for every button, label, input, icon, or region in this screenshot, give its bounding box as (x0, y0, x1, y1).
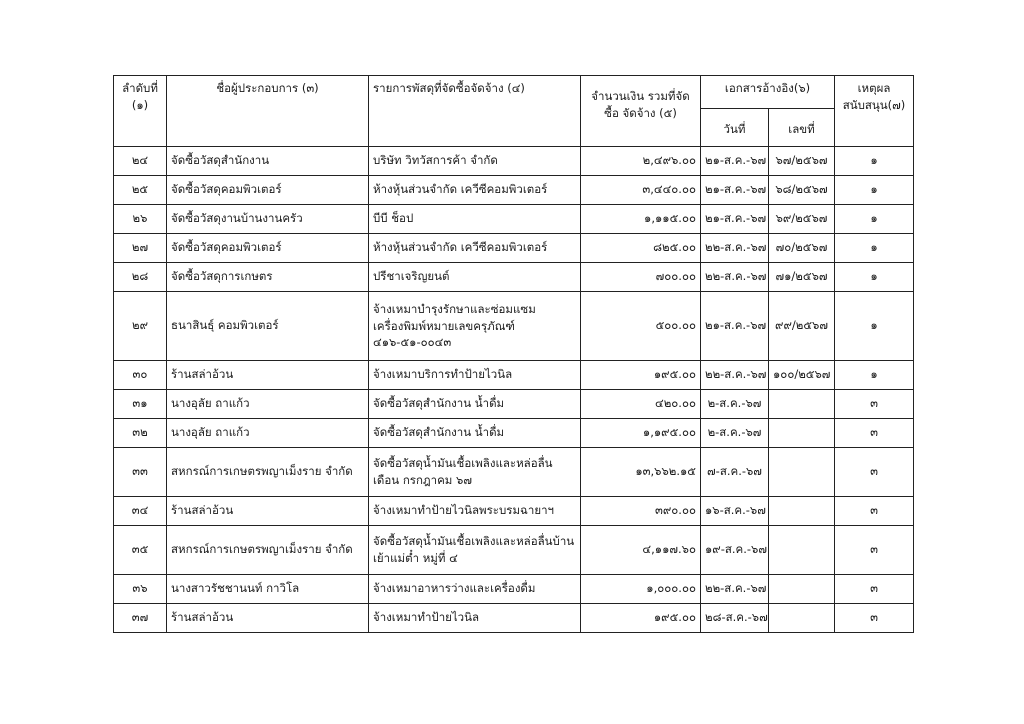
table-row (114, 234, 914, 263)
cell-no: ๓๖ (114, 575, 167, 604)
cell-reason: ๓ (835, 390, 914, 419)
cell-amount: ๑,๐๐๐.๐๐ (581, 575, 701, 604)
cell-doc-no: ๖๙/๒๕๖๗ (769, 205, 835, 234)
table-row (114, 263, 914, 292)
cell-date: ๑๙-ส.ค.-๖๗ (701, 526, 769, 575)
cell-doc-no: ๖๗/๒๕๖๗ (769, 147, 835, 176)
cell-doc-no: ๗๑/๒๕๖๗ (769, 263, 835, 292)
cell-item: ห้างหุ้นส่วนจำกัด เควีซีคอมพิวเตอร์ (369, 176, 581, 205)
cell-no: ๓๑ (114, 390, 167, 419)
cell-item: จ้างเหมาบำรุงรักษาและซ่อมแซมเครื่องพิมพ์หมายเลขครุภัณฑ์ ๔๑๖-๕๑-๐๐๔๓ (369, 292, 581, 361)
table-row (114, 604, 914, 633)
table-row (114, 526, 914, 575)
cell-item: จัดซื้อวัสดุสำนักงาน น้ำดื่ม (369, 390, 581, 419)
cell-amount: ๗๐๐.๐๐ (581, 263, 701, 292)
cell-no: ๓๕ (114, 526, 167, 575)
cell-date: ๗-ส.ค.-๖๗ (701, 448, 769, 497)
cell-vendor: ธนาสินธุ์ คอมพิวเตอร์ (167, 292, 369, 361)
header-amount: จำนวนเงิน รวมที่จัดซื้อ จัดจ้าง (๕) (581, 76, 701, 147)
table-row (114, 497, 914, 526)
cell-item: จ้างเหมาทำป้ายไวนิลพระบรมฉายาฯ (369, 497, 581, 526)
cell-vendor: ร้านสล่าอ้วน (167, 497, 369, 526)
cell-no: ๒๔ (114, 147, 167, 176)
cell-reason: ๑ (835, 234, 914, 263)
cell-no: ๓๒ (114, 419, 167, 448)
cell-reason: ๓ (835, 497, 914, 526)
header-reason: เหตุผลสนับสนุน(๗) (835, 76, 914, 147)
cell-date: ๒๑-ส.ค.-๖๗ (701, 205, 769, 234)
cell-doc-no (769, 419, 835, 448)
cell-amount: ๓,๔๔๐.๐๐ (581, 176, 701, 205)
cell-date: ๒๑-ส.ค.-๖๗ (701, 292, 769, 361)
cell-no: ๓๗ (114, 604, 167, 633)
cell-reason: ๓ (835, 448, 914, 497)
cell-item: จ้างเหมาอาหารว่างและเครื่องดื่ม (369, 575, 581, 604)
cell-no: ๒๗ (114, 234, 167, 263)
cell-amount: ๑,๑๙๕.๐๐ (581, 419, 701, 448)
cell-doc-no (769, 390, 835, 419)
cell-date: ๒-ส.ค.-๖๗ (701, 390, 769, 419)
cell-doc-no (769, 526, 835, 575)
cell-date: ๒๒-ส.ค.-๖๗ (701, 575, 769, 604)
cell-reason: ๑ (835, 361, 914, 390)
cell-amount: ๕๐๐.๐๐ (581, 292, 701, 361)
cell-reason: ๑ (835, 205, 914, 234)
cell-vendor: จัดซื้อวัสดุคอมพิวเตอร์ (167, 176, 369, 205)
cell-doc-no: ๖๘/๒๕๖๗ (769, 176, 835, 205)
header-row (114, 76, 914, 109)
cell-item: จ้างเหมาบริการทำป้ายไวนิล (369, 361, 581, 390)
cell-reason: ๑ (835, 292, 914, 361)
cell-vendor: จัดซื้อวัสดุคอมพิวเตอร์ (167, 234, 369, 263)
cell-vendor: จัดซื้อวัสดุสำนักงาน (167, 147, 369, 176)
cell-reason: ๓ (835, 419, 914, 448)
cell-reason: ๑ (835, 263, 914, 292)
cell-item: ห้างหุ้นส่วนจำกัด เควีซีคอมพิวเตอร์ (369, 234, 581, 263)
cell-reason: ๓ (835, 604, 914, 633)
cell-item: จ้างเหมาทำป้ายไวนิล (369, 604, 581, 633)
cell-doc-no: ๗๐/๒๕๖๗ (769, 234, 835, 263)
cell-vendor: นางสาวรัชชานนท์ กาวิโล (167, 575, 369, 604)
cell-vendor: ร้านสล่าอ้วน (167, 361, 369, 390)
header-vendor: ชื่อผู้ประกอบการ (๓) (167, 76, 369, 147)
cell-item: บริษัท วิทวัสการค้า จำกัด (369, 147, 581, 176)
cell-vendor: นางอุลัย ถาแก้ว (167, 390, 369, 419)
cell-date: ๒๒-ส.ค.-๖๗ (701, 361, 769, 390)
procurement-table (113, 75, 914, 633)
header-date: วันที่ (701, 109, 769, 147)
cell-no: ๒๘ (114, 263, 167, 292)
cell-vendor: จัดซื้อวัสดุการเกษตร (167, 263, 369, 292)
table-row (114, 147, 914, 176)
cell-amount: ๔,๑๑๗.๖๐ (581, 526, 701, 575)
cell-no: ๓๔ (114, 497, 167, 526)
cell-no: ๓๐ (114, 361, 167, 390)
cell-amount: ๑๙๕.๐๐ (581, 604, 701, 633)
table-row (114, 419, 914, 448)
table-row (114, 390, 914, 419)
cell-item: จัดซื้อวัสดุสำนักงาน น้ำดื่ม (369, 419, 581, 448)
header-doc-no: เลขที่ (769, 109, 835, 147)
cell-date: ๒๑-ส.ค.-๖๗ (701, 176, 769, 205)
cell-doc-no: ๑๐๐/๒๕๖๗ (769, 361, 835, 390)
table-row (114, 361, 914, 390)
cell-reason: ๑ (835, 176, 914, 205)
cell-date: ๒-ส.ค.-๖๗ (701, 419, 769, 448)
cell-no: ๒๖ (114, 205, 167, 234)
table-row (114, 205, 914, 234)
cell-reason: ๑ (835, 147, 914, 176)
cell-amount: ๓๙๐.๐๐ (581, 497, 701, 526)
cell-date: ๒๒-ส.ค.-๖๗ (701, 263, 769, 292)
cell-vendor: ร้านสล่าอ้วน (167, 604, 369, 633)
cell-amount: ๔๒๐.๐๐ (581, 390, 701, 419)
cell-doc-no (769, 575, 835, 604)
cell-no: ๓๓ (114, 448, 167, 497)
header-no: ลำดับที่ (๑) (114, 76, 167, 147)
cell-doc-no: ๙๙/๒๕๖๗ (769, 292, 835, 361)
cell-no: ๒๙ (114, 292, 167, 361)
cell-amount: ๑๙๕.๐๐ (581, 361, 701, 390)
header-ref-doc: เอกสารอ้างอิง(๖) (701, 76, 835, 109)
cell-doc-no (769, 497, 835, 526)
cell-no: ๒๕ (114, 176, 167, 205)
header-item: รายการพัสดุที่จัดซื้อจัดจ้าง (๔) (369, 76, 581, 147)
table-row (114, 176, 914, 205)
cell-vendor: จัดซื้อวัสดุงานบ้านงานครัว (167, 205, 369, 234)
cell-vendor: สหกรณ์การเกษตรพญาเม็งราย จำกัด (167, 526, 369, 575)
cell-doc-no (769, 448, 835, 497)
cell-amount: ๒,๔๙๖.๐๐ (581, 147, 701, 176)
cell-item: จัดซื้อวัสดุน้ำมันเชื้อเพลิงและหล่อลื่นเดือน กรกฎาคม ๖๗ (369, 448, 581, 497)
cell-item: บีบี ช็อป (369, 205, 581, 234)
cell-date: ๒๒-ส.ค.-๖๗ (701, 234, 769, 263)
table-row (114, 575, 914, 604)
cell-item: ปรีชาเจริญยนต์ (369, 263, 581, 292)
cell-item: จัดซื้อวัสดุน้ำมันเชื้อเพลิงและหล่อลื่นบ้านเย้าแม่ต๋ำ หมู่ที่ ๔ (369, 526, 581, 575)
cell-reason: ๓ (835, 575, 914, 604)
cell-date: ๒๑-ส.ค.-๖๗ (701, 147, 769, 176)
table-row (114, 292, 914, 361)
cell-date: ๑๖-ส.ค.-๖๗ (701, 497, 769, 526)
table-row (114, 448, 914, 497)
cell-doc-no (769, 604, 835, 633)
cell-vendor: สหกรณ์การเกษตรพญาเม็งราย จำกัด (167, 448, 369, 497)
cell-amount: ๘๒๕.๐๐ (581, 234, 701, 263)
cell-amount: ๑,๑๑๕.๐๐ (581, 205, 701, 234)
cell-vendor: นางอุลัย ถาแก้ว (167, 419, 369, 448)
cell-reason: ๓ (835, 526, 914, 575)
cell-date: ๒๘-ส.ค.-๖๗ (701, 604, 769, 633)
cell-amount: ๑๓,๖๖๒.๑๕ (581, 448, 701, 497)
